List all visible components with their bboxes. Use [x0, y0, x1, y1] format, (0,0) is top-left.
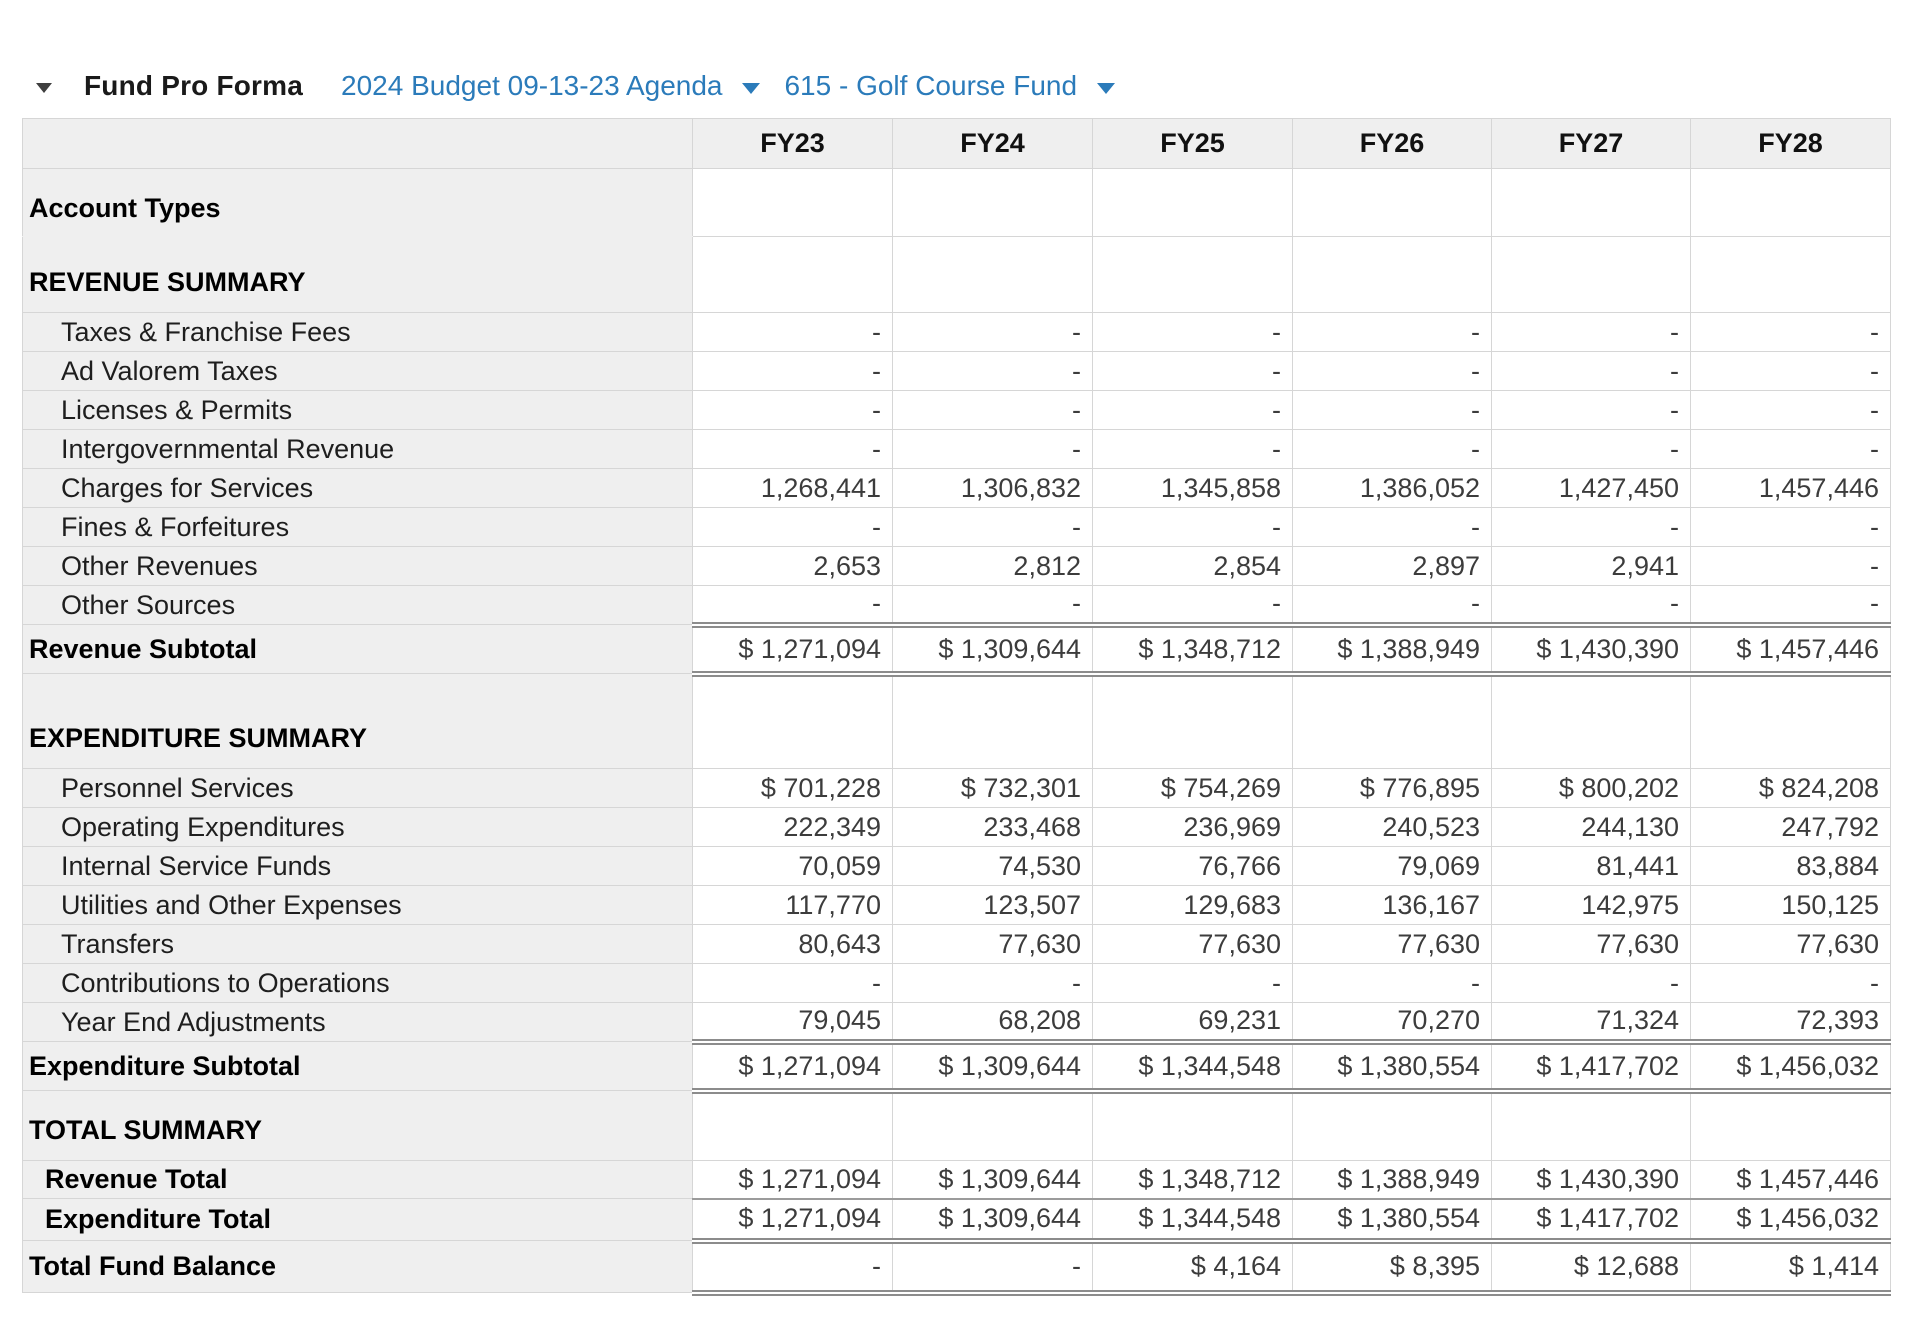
- value-cell: 142,975: [1492, 886, 1691, 925]
- value-cell: 233,468: [893, 808, 1093, 847]
- value-cell: -: [1691, 586, 1891, 625]
- value-cell: [1293, 1091, 1492, 1161]
- value-cell: [1293, 169, 1492, 237]
- row-label-cell: Expenditure Total: [23, 1199, 693, 1241]
- value-cell: $ 1,456,032: [1691, 1199, 1891, 1241]
- value-cell: -: [1093, 352, 1293, 391]
- value-cell: [1293, 674, 1492, 769]
- table-row: [23, 313, 1891, 352]
- value-cell: 1,345,858: [1093, 469, 1293, 508]
- value-cell: -: [1293, 391, 1492, 430]
- value-cell: 1,268,441: [693, 469, 893, 508]
- value-cell: 236,969: [1093, 808, 1293, 847]
- value-cell: -: [1691, 964, 1891, 1003]
- value-cell: $ 1,414: [1691, 1241, 1891, 1293]
- value-cell: $ 1,271,094: [693, 1199, 893, 1241]
- value-cell: 117,770: [693, 886, 893, 925]
- table-row: [23, 508, 1891, 547]
- table-row: [23, 1091, 1891, 1161]
- value-cell: $ 8,395: [1293, 1241, 1492, 1293]
- value-cell: 2,854: [1093, 547, 1293, 586]
- value-cell: -: [693, 391, 893, 430]
- value-cell: [693, 674, 893, 769]
- fund-dropdown[interactable]: 615 - Golf Course Fund: [784, 70, 1078, 101]
- dropdown-caret-icon[interactable]: [1097, 83, 1115, 94]
- value-cell: $ 824,208: [1691, 769, 1891, 808]
- row-label-cell: Total Fund Balance: [23, 1241, 693, 1293]
- value-cell: $ 4,164: [1093, 1241, 1293, 1293]
- value-cell: [1492, 1091, 1691, 1161]
- value-cell: -: [893, 352, 1093, 391]
- value-cell: -: [693, 964, 893, 1003]
- value-cell: -: [1293, 313, 1492, 352]
- value-cell: $ 1,430,390: [1492, 625, 1691, 674]
- row-label-cell: Utilities and Other Expenses: [23, 886, 693, 925]
- value-cell: 69,231: [1093, 1003, 1293, 1042]
- value-cell: [1093, 674, 1293, 769]
- table-row: [23, 391, 1891, 430]
- value-cell: -: [1691, 508, 1891, 547]
- fiscal-year-column-header: FY26: [1293, 119, 1492, 169]
- report-header: [0, 0, 1920, 118]
- value-cell: -: [1492, 430, 1691, 469]
- value-cell: $ 1,309,644: [893, 625, 1093, 674]
- value-cell: -: [1691, 391, 1891, 430]
- table-row: [23, 237, 1891, 313]
- value-cell: -: [893, 586, 1093, 625]
- value-cell: 222,349: [693, 808, 893, 847]
- accounts-column-header: [23, 119, 693, 169]
- value-cell: -: [1093, 313, 1293, 352]
- table-row: [23, 964, 1891, 1003]
- table-row: [23, 769, 1891, 808]
- row-label-cell: Ad Valorem Taxes: [23, 352, 693, 391]
- value-cell: 123,507: [893, 886, 1093, 925]
- value-cell: [1492, 169, 1691, 237]
- value-cell: [893, 674, 1093, 769]
- row-label-cell: Other Sources: [23, 586, 693, 625]
- value-cell: 77,630: [1293, 925, 1492, 964]
- value-cell: $ 1,348,712: [1093, 1161, 1293, 1199]
- row-label-cell: Revenue Total: [23, 1161, 693, 1199]
- value-cell: -: [1293, 586, 1492, 625]
- value-cell: $ 1,309,644: [893, 1042, 1093, 1091]
- value-cell: $ 1,417,702: [1492, 1199, 1691, 1241]
- value-cell: -: [1691, 352, 1891, 391]
- value-cell: $ 800,202: [1492, 769, 1691, 808]
- row-label-cell: Fines & Forfeitures: [23, 508, 693, 547]
- value-cell: [1093, 169, 1293, 237]
- value-cell: 2,897: [1293, 547, 1492, 586]
- value-cell: [693, 237, 893, 313]
- row-label-cell: Personnel Services: [23, 769, 693, 808]
- value-cell: -: [893, 430, 1093, 469]
- value-cell: -: [1293, 508, 1492, 547]
- value-cell: $ 732,301: [893, 769, 1093, 808]
- value-cell: -: [1293, 352, 1492, 391]
- row-label-cell: Transfers: [23, 925, 693, 964]
- table-row: [23, 925, 1891, 964]
- value-cell: [893, 237, 1093, 313]
- value-cell: [1691, 237, 1891, 313]
- value-cell: $ 1,344,548: [1093, 1042, 1293, 1091]
- pro-forma-table: [22, 118, 1891, 1296]
- row-label-cell: Licenses & Permits: [23, 391, 693, 430]
- row-label-cell: Revenue Subtotal: [23, 625, 693, 674]
- table-row: [23, 1003, 1891, 1042]
- row-label-cell: TOTAL SUMMARY: [23, 1091, 693, 1161]
- value-cell: [693, 1091, 893, 1161]
- value-cell: 81,441: [1492, 847, 1691, 886]
- collapse-caret-icon[interactable]: [36, 83, 52, 93]
- table-row: [23, 886, 1891, 925]
- fiscal-year-column-header: FY23: [693, 119, 893, 169]
- value-cell: -: [693, 430, 893, 469]
- value-cell: -: [1492, 352, 1691, 391]
- value-cell: 2,653: [693, 547, 893, 586]
- value-cell: $ 1,344,548: [1093, 1199, 1293, 1241]
- value-cell: -: [1093, 430, 1293, 469]
- row-label-cell: REVENUE SUMMARY: [23, 237, 693, 313]
- page-title: Fund Pro Forma: [84, 70, 304, 101]
- table-row: [23, 169, 1891, 237]
- value-cell: -: [893, 1241, 1093, 1293]
- value-cell: 2,941: [1492, 547, 1691, 586]
- value-cell: -: [693, 313, 893, 352]
- value-cell: -: [1293, 430, 1492, 469]
- value-cell: $ 1,271,094: [693, 1042, 893, 1091]
- value-cell: 77,630: [1691, 925, 1891, 964]
- table-row: [23, 625, 1891, 674]
- value-cell: -: [1691, 313, 1891, 352]
- value-cell: -: [1492, 508, 1691, 547]
- value-cell: 136,167: [1293, 886, 1492, 925]
- table-row: [23, 352, 1891, 391]
- table-row: [23, 847, 1891, 886]
- value-cell: 244,130: [1492, 808, 1691, 847]
- value-cell: 240,523: [1293, 808, 1492, 847]
- value-cell: 71,324: [1492, 1003, 1691, 1042]
- value-cell: 83,884: [1691, 847, 1891, 886]
- value-cell: 77,630: [1492, 925, 1691, 964]
- value-cell: -: [1492, 391, 1691, 430]
- value-cell: -: [693, 508, 893, 547]
- value-cell: $ 776,895: [1293, 769, 1492, 808]
- table-row: [23, 586, 1891, 625]
- value-cell: $ 701,228: [693, 769, 893, 808]
- table-row: [23, 1161, 1891, 1199]
- row-label-cell: Taxes & Franchise Fees: [23, 313, 693, 352]
- value-cell: -: [1492, 586, 1691, 625]
- value-cell: [893, 1091, 1093, 1161]
- value-cell: [1093, 237, 1293, 313]
- value-cell: $ 1,380,554: [1293, 1199, 1492, 1241]
- fiscal-year-column-header: FY28: [1691, 119, 1891, 169]
- value-cell: $ 1,456,032: [1691, 1042, 1891, 1091]
- value-cell: -: [693, 1241, 893, 1293]
- value-cell: -: [893, 508, 1093, 547]
- value-cell: -: [693, 352, 893, 391]
- value-cell: [1492, 237, 1691, 313]
- row-label-cell: Other Revenues: [23, 547, 693, 586]
- value-cell: $ 1,271,094: [693, 625, 893, 674]
- value-cell: 1,306,832: [893, 469, 1093, 508]
- budget-agenda-dropdown[interactable]: 2024 Budget 09-13-23 Agenda: [341, 70, 723, 101]
- value-cell: [693, 169, 893, 237]
- value-cell: 70,270: [1293, 1003, 1492, 1042]
- value-cell: [893, 169, 1093, 237]
- value-cell: 70,059: [693, 847, 893, 886]
- value-cell: -: [1691, 547, 1891, 586]
- row-label-cell: EXPENDITURE SUMMARY: [23, 674, 693, 769]
- value-cell: 77,630: [893, 925, 1093, 964]
- value-cell: $ 1,457,446: [1691, 1161, 1891, 1199]
- value-cell: $ 1,348,712: [1093, 625, 1293, 674]
- table-header-row: [23, 119, 1891, 169]
- row-label-cell: Year End Adjustments: [23, 1003, 693, 1042]
- table-row: [23, 547, 1891, 586]
- value-cell: $ 1,388,949: [1293, 625, 1492, 674]
- value-cell: 129,683: [1093, 886, 1293, 925]
- value-cell: 247,792: [1691, 808, 1891, 847]
- value-cell: $ 1,417,702: [1492, 1042, 1691, 1091]
- value-cell: 1,457,446: [1691, 469, 1891, 508]
- value-cell: -: [893, 964, 1093, 1003]
- row-label-cell: Operating Expenditures: [23, 808, 693, 847]
- table-row: [23, 1042, 1891, 1091]
- row-label-cell: Expenditure Subtotal: [23, 1042, 693, 1091]
- row-label-cell: Intergovernmental Revenue: [23, 430, 693, 469]
- row-label-cell: Internal Service Funds: [23, 847, 693, 886]
- value-cell: -: [1093, 508, 1293, 547]
- value-cell: $ 1,271,094: [693, 1161, 893, 1199]
- value-cell: 74,530: [893, 847, 1093, 886]
- value-cell: [1492, 674, 1691, 769]
- fiscal-year-column-header: FY25: [1093, 119, 1293, 169]
- fiscal-year-column-header: FY24: [893, 119, 1093, 169]
- value-cell: 79,045: [693, 1003, 893, 1042]
- table-row: [23, 1241, 1891, 1293]
- value-cell: [1293, 237, 1492, 313]
- value-cell: 68,208: [893, 1003, 1093, 1042]
- value-cell: 79,069: [1293, 847, 1492, 886]
- value-cell: -: [893, 313, 1093, 352]
- value-cell: -: [1093, 391, 1293, 430]
- value-cell: $ 1,309,644: [893, 1199, 1093, 1241]
- value-cell: [1691, 1091, 1891, 1161]
- value-cell: -: [1492, 964, 1691, 1003]
- value-cell: 1,386,052: [1293, 469, 1492, 508]
- value-cell: [1691, 674, 1891, 769]
- value-cell: $ 1,380,554: [1293, 1042, 1492, 1091]
- row-label-cell: Contributions to Operations: [23, 964, 693, 1003]
- value-cell: [1691, 169, 1891, 237]
- value-cell: 150,125: [1691, 886, 1891, 925]
- value-cell: 76,766: [1093, 847, 1293, 886]
- value-cell: -: [1293, 964, 1492, 1003]
- value-cell: $ 1,430,390: [1492, 1161, 1691, 1199]
- value-cell: -: [1093, 586, 1293, 625]
- row-label-cell: Account Types: [23, 169, 693, 237]
- value-cell: -: [693, 586, 893, 625]
- value-cell: $ 754,269: [1093, 769, 1293, 808]
- value-cell: -: [893, 391, 1093, 430]
- value-cell: -: [1093, 964, 1293, 1003]
- value-cell: $ 1,309,644: [893, 1161, 1093, 1199]
- value-cell: $ 12,688: [1492, 1241, 1691, 1293]
- table-row: [23, 1199, 1891, 1241]
- value-cell: $ 1,457,446: [1691, 625, 1891, 674]
- value-cell: 80,643: [693, 925, 893, 964]
- value-cell: [1093, 1091, 1293, 1161]
- table-row: [23, 674, 1891, 769]
- table-row: [23, 469, 1891, 508]
- value-cell: 72,393: [1691, 1003, 1891, 1042]
- value-cell: 2,812: [893, 547, 1093, 586]
- dropdown-caret-icon[interactable]: [742, 83, 760, 94]
- value-cell: 77,630: [1093, 925, 1293, 964]
- table-row: [23, 808, 1891, 847]
- table-row: [23, 430, 1891, 469]
- value-cell: -: [1492, 313, 1691, 352]
- row-label-cell: Charges for Services: [23, 469, 693, 508]
- value-cell: 1,427,450: [1492, 469, 1691, 508]
- value-cell: -: [1691, 430, 1891, 469]
- fiscal-year-column-header: FY27: [1492, 119, 1691, 169]
- value-cell: $ 1,388,949: [1293, 1161, 1492, 1199]
